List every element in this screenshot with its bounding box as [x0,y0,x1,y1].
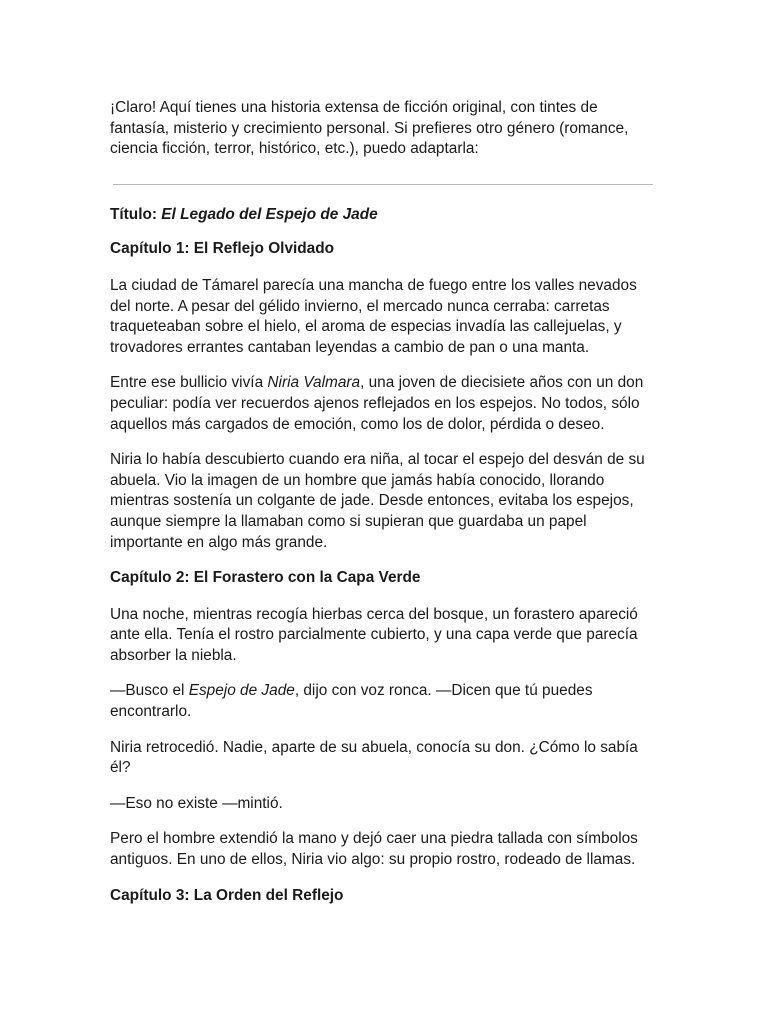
horizontal-divider [113,184,653,185]
title-name: El Legado del Espejo de Jade [161,205,378,223]
paragraph-text: —Busco el [110,682,189,700]
chapter-1-paragraph-1: La ciudad de Támarel parecía una mancha de fuego entre los valles nevados del norte. A pesar del gélido invierno, el mercado nunca cerraba: carretas traqueteaban sobre el hielo, el aroma de especias invadía las callejuelas, y trovadores errantes cantaban leyendas a cambio de pan o una manta. [110,276,637,356]
story-title [110,205,655,226]
chapter-1-paragraph-2 [110,373,655,435]
chapter-2-paragraph-1: Una noche, mientras recogía hierbas cerca del bosque, un forastero apareció ante ella. Tenía el rostro parcialmente cubierto, y una capa verde que parecía absorber la niebla. [110,605,638,664]
title-label: Título: [110,205,158,223]
chapter-2-heading: Capítulo 2: El Forastero con la Capa Verde [110,569,421,587]
paragraph-text: , dijo con voz ronca. —Dicen que tú puedes encontrarlo. [110,682,593,721]
intro-paragraph: ¡Claro! Aquí tienes una historia extensa de ficción original, con tintes de fantasía, misterio y crecimiento personal. Si prefieres otro género (romance, ciencia ficción, terror, histórico, etc.), puedo adaptarla: [110,99,629,158]
object-name: Espejo de Jade [188,682,295,700]
document-page [110,98,655,922]
chapter-1-paragraph-3: Niria lo había descubierto cuando era niña, al tocar el espejo del desván de su abuela. Vio la imagen de un hombre que jamás había conocido, llorando mientras sostenía un colgante de jade. Desde entonces, evitaba los espejos, aunque siempre la llamaban como si supieran que guardaba un papel importante en algo más grande. [110,451,645,551]
chapter-1-heading: Capítulo 1: El Reflejo Olvidado [110,240,335,258]
chapter-3-heading: Capítulo 3: La Orden del Reflejo [110,886,344,904]
chapter-2-paragraph-2 [110,681,655,722]
chapter-2-paragraph-3: Niria retrocedió. Nadie, aparte de su abuela, conocía su don. ¿Cómo lo sabía él? [110,738,638,777]
chapter-2-paragraph-4: —Eso no existe —mintió. [110,794,283,812]
paragraph-text: Entre ese bullicio vivía [110,374,268,392]
chapter-2-paragraph-5: Pero el hombre extendió la mano y dejó caer una piedra tallada con símbolos antiguos. En uno de ellos, Niria vio algo: su propio rostro, rodeado de llamas. [110,830,638,869]
character-name: Niria Valmara [267,374,361,392]
paragraph-text: , una joven de diecisiete años con un don peculiar: podía ver recuerdos ajenos reflejados en los espejos. No todos, sólo aquellos más cargados de emoción, como los de dolor, pérdida o deseo. [110,374,644,433]
